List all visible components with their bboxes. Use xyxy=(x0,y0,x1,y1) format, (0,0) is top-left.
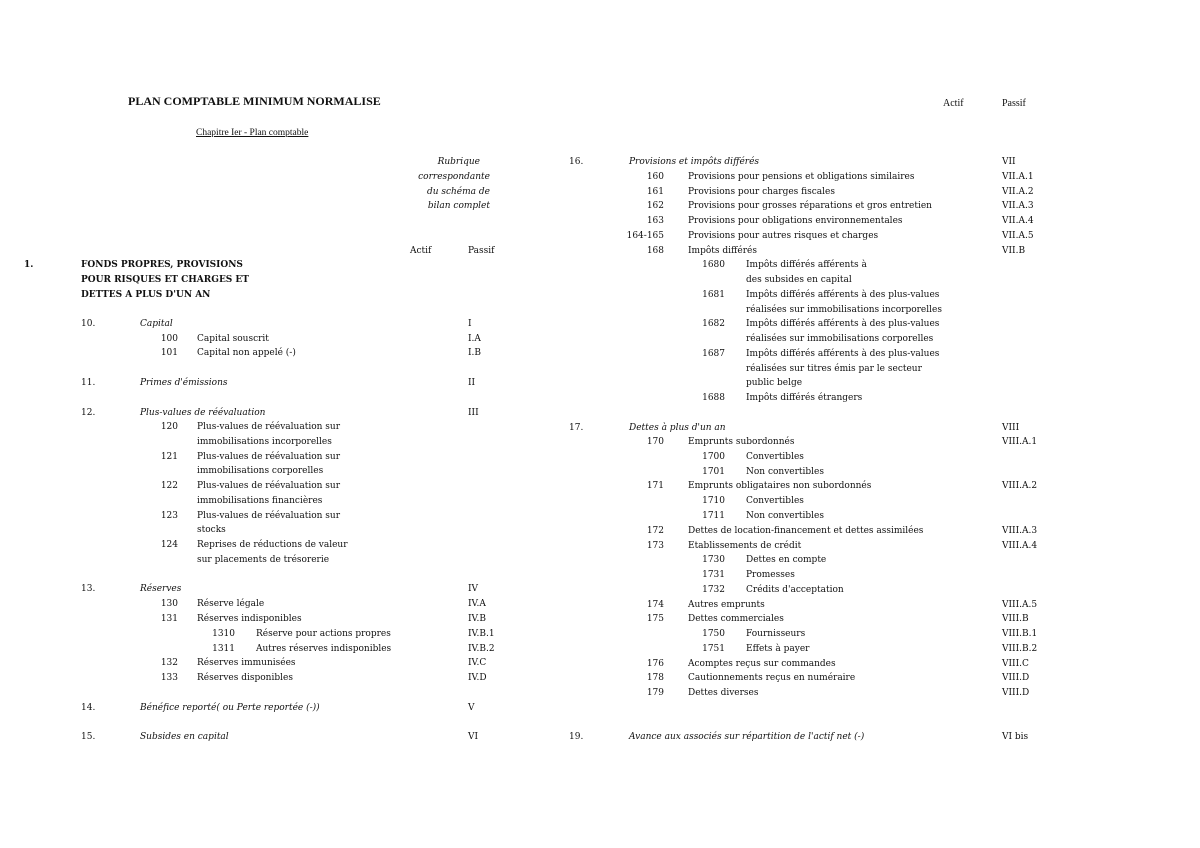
account-label: Provisions pour obligations environnementales xyxy=(688,216,903,226)
account-label: Impôts différés afférents à des plus-values xyxy=(746,349,940,359)
rubrique-code: VII.A.3 xyxy=(1002,201,1034,211)
account-label: Effets à payer xyxy=(746,644,810,654)
sub-account-number: 1750 xyxy=(702,629,725,639)
sub-account-number: 1751 xyxy=(702,644,725,654)
account-label: Dettes diverses xyxy=(688,688,759,698)
rubrique-code: VIII.A.5 xyxy=(1002,600,1038,610)
account-class-number: 14. xyxy=(81,703,96,713)
rubrique-code: VIII.A.4 xyxy=(1002,541,1038,551)
rubrique-code: VIII.C xyxy=(1002,659,1029,669)
sub-account-number: 1710 xyxy=(702,496,725,506)
account-label: Impôts différés afférents à des plus-values xyxy=(746,319,940,329)
sub-account-number: 1682 xyxy=(702,319,725,329)
header-actif: Actif xyxy=(943,98,964,109)
account-class-number: 16. xyxy=(569,157,584,167)
account-label: réalisées sur titres émis par le secteur xyxy=(746,364,922,374)
rubrique-code: VIII.A.3 xyxy=(1002,526,1038,536)
rubrique-code: VII xyxy=(1002,157,1016,167)
account-label: Acomptes reçus sur commandes xyxy=(688,659,836,669)
account-label: des subsides en capital xyxy=(746,275,852,285)
rubrique-code: VI bis xyxy=(1002,732,1029,742)
rubrique-code: III xyxy=(468,408,479,418)
rubrique-code: IV.B.1 xyxy=(468,629,495,639)
account-label: Réserve légale xyxy=(197,599,265,609)
rubrique-code: VIII xyxy=(1002,423,1020,433)
account-label: Convertibles xyxy=(746,496,804,506)
rubrique-line: bilan complet xyxy=(427,201,490,211)
rubrique-code: IV.C xyxy=(468,658,487,668)
account-number: 120 xyxy=(160,422,178,432)
rubrique-code: VII.A.4 xyxy=(1002,216,1034,226)
sub-account-number: 1711 xyxy=(702,511,725,521)
rubrique-code: VII.B xyxy=(1002,246,1026,256)
sub-account-number: 1730 xyxy=(702,555,725,565)
account-label: Cautionnements reçus en numéraire xyxy=(688,673,856,683)
account-label: sur placements de trésorerie xyxy=(197,555,330,565)
rubrique-code: V xyxy=(468,703,475,713)
account-label: Réserves indisponibles xyxy=(197,614,302,624)
account-label: Réserves immunisées xyxy=(197,658,296,668)
account-label: Avance aux associés sur répartition de l'actif net (-) xyxy=(629,732,865,742)
account-label: stocks xyxy=(197,525,226,535)
account-number: 168 xyxy=(646,246,664,256)
account-number: 170 xyxy=(646,437,664,447)
rubrique-code: IV.D xyxy=(468,673,487,683)
account-label: Emprunts subordonnés xyxy=(688,437,795,447)
column-passif: Passif xyxy=(468,246,495,256)
sub-account-number: 1311 xyxy=(212,644,235,654)
rubrique-code: I.A xyxy=(468,334,481,344)
sub-account-number: 1732 xyxy=(702,585,725,595)
rubrique-code: VII.A.1 xyxy=(1002,172,1034,182)
account-number: 174 xyxy=(646,600,664,610)
account-label: réalisées sur immobilisations incorporelles xyxy=(746,305,942,315)
header-passif: Passif xyxy=(1002,98,1026,109)
account-label: Réserves disponibles xyxy=(197,673,293,683)
account-label: Provisions pour grosses réparations et gros entretien xyxy=(688,201,932,211)
rubrique-code: VIII.B.1 xyxy=(1002,629,1038,639)
account-label: Plus-values de réévaluation sur xyxy=(197,481,341,491)
account-label: Autres emprunts xyxy=(688,600,765,610)
account-label: Provisions pour charges fiscales xyxy=(688,187,835,197)
account-number: 171 xyxy=(646,481,664,491)
sub-account-number: 1700 xyxy=(702,452,725,462)
account-number: 164-165 xyxy=(626,231,664,241)
account-number: 173 xyxy=(646,541,664,551)
account-label: Capital xyxy=(140,319,173,329)
account-number: 162 xyxy=(646,201,664,211)
account-label: Reprises de réductions de valeur xyxy=(197,540,348,550)
account-label: immobilisations corporelles xyxy=(197,466,324,476)
rubrique-code: VI xyxy=(468,732,479,742)
section-title-line: DETTES A PLUS D'UN AN xyxy=(81,290,211,300)
chapter-subtitle: Chapitre Ier - Plan comptable xyxy=(196,128,309,138)
account-label: immobilisations financières xyxy=(197,496,323,506)
account-label: Primes d'émissions xyxy=(140,378,228,388)
rubrique-code: VII.A.5 xyxy=(1002,231,1034,241)
account-number: 178 xyxy=(646,673,664,683)
account-label: Provisions pour autres risques et charges xyxy=(688,231,879,241)
rubrique-code: VIII.A.2 xyxy=(1002,481,1038,491)
account-label: public belge xyxy=(746,378,803,388)
account-label: Dettes en compte xyxy=(746,555,827,565)
account-number: 160 xyxy=(646,172,664,182)
section-number: 1. xyxy=(24,260,34,270)
rubrique-line: correspondante xyxy=(418,172,490,182)
account-label: Etablissements de crédit xyxy=(688,541,802,551)
column-actif: Actif xyxy=(410,246,432,256)
account-label: Réserves xyxy=(140,584,182,594)
account-number: 131 xyxy=(160,614,178,624)
rubrique-code: IV.B.2 xyxy=(468,644,495,654)
account-label: Promesses xyxy=(746,570,795,580)
account-class-number: 15. xyxy=(81,732,96,742)
account-label: Impôts différés étrangers xyxy=(746,393,863,403)
rubrique-line: du schéma de xyxy=(426,187,490,197)
account-label: Non convertibles xyxy=(746,511,824,521)
account-label: Réserve pour actions propres xyxy=(256,629,391,639)
account-label: Plus-values de réévaluation xyxy=(140,408,266,418)
account-label: réalisées sur immobilisations corporelles xyxy=(746,334,934,344)
account-label: Provisions pour pensions et obligations similaires xyxy=(688,172,915,182)
sub-account-number: 1681 xyxy=(702,290,725,300)
account-label: Autres réserves indisponibles xyxy=(256,644,392,654)
account-label: Plus-values de réévaluation sur xyxy=(197,452,341,462)
rubrique-code: VIII.B xyxy=(1002,614,1029,624)
rubrique-code: VII.A.2 xyxy=(1002,187,1034,197)
rubrique-line: Rubrique xyxy=(437,157,480,167)
sub-account-number: 1687 xyxy=(702,349,725,359)
account-label: Subsides en capital xyxy=(140,732,229,742)
account-number: 121 xyxy=(160,452,178,462)
sub-account-number: 1731 xyxy=(702,570,725,580)
account-label: immobilisations incorporelles xyxy=(197,437,332,447)
account-number: 175 xyxy=(646,614,664,624)
rubrique-code: IV xyxy=(468,584,479,594)
rubrique-code: VIII.D xyxy=(1002,673,1030,683)
account-label: Bénéfice reporté( ou Perte reportée (-)) xyxy=(140,703,320,713)
account-class-number: 10. xyxy=(81,319,96,329)
section-title-line: POUR RISQUES ET CHARGES ET xyxy=(81,275,249,285)
account-label: Plus-values de réévaluation sur xyxy=(197,511,341,521)
sub-account-number: 1310 xyxy=(212,629,235,639)
account-number: 163 xyxy=(646,216,664,226)
rubrique-code: I.B xyxy=(468,348,482,358)
account-number: 161 xyxy=(646,187,664,197)
account-label: Plus-values de réévaluation sur xyxy=(197,422,341,432)
account-label: Non convertibles xyxy=(746,467,824,477)
account-label: Emprunts obligataires non subordonnés xyxy=(688,481,872,491)
account-class-number: 11. xyxy=(81,378,96,388)
account-number: 101 xyxy=(160,348,178,358)
account-label: Capital non appelé (-) xyxy=(197,348,296,358)
account-label: Capital souscrit xyxy=(197,334,269,344)
account-label: Impôts différés afférents à des plus-values xyxy=(746,290,940,300)
sub-account-number: 1680 xyxy=(702,260,725,270)
account-label: Provisions et impôts différés xyxy=(629,157,760,167)
rubrique-code: I xyxy=(468,319,472,329)
account-class-number: 13. xyxy=(81,584,96,594)
rubrique-code: VIII.D xyxy=(1002,688,1030,698)
account-class-number: 17. xyxy=(569,423,584,433)
account-label: Impôts différés xyxy=(688,246,757,256)
account-number: 123 xyxy=(160,511,178,521)
account-number: 122 xyxy=(160,481,178,491)
section-title-line: FONDS PROPRES, PROVISIONS xyxy=(81,260,243,270)
rubrique-code: IV.A xyxy=(468,599,486,609)
account-label: Crédits d'acceptation xyxy=(746,585,844,595)
account-label: Convertibles xyxy=(746,452,804,462)
rubrique-code: IV.B xyxy=(468,614,486,624)
sub-account-number: 1688 xyxy=(702,393,725,403)
account-label: Fournisseurs xyxy=(746,629,806,639)
account-number: 100 xyxy=(160,334,178,344)
account-class-number: 19. xyxy=(569,732,584,742)
sub-account-number: 1701 xyxy=(702,467,725,477)
account-label: Dettes de location-financement et dettes assimilées xyxy=(688,526,924,536)
account-class-number: 12. xyxy=(81,408,96,418)
account-number: 130 xyxy=(160,599,178,609)
rubrique-code: II xyxy=(468,378,476,388)
account-label: Impôts différés afférents à xyxy=(746,260,867,270)
rubrique-code: VIII.B.2 xyxy=(1002,644,1038,654)
account-number: 133 xyxy=(160,673,178,683)
account-label: Dettes commerciales xyxy=(688,614,784,624)
account-number: 176 xyxy=(646,659,664,669)
account-number: 172 xyxy=(646,526,664,536)
account-number: 132 xyxy=(160,658,178,668)
account-label: Dettes à plus d'un an xyxy=(629,423,726,433)
account-number: 124 xyxy=(160,540,178,550)
rubrique-code: VIII.A.1 xyxy=(1002,437,1038,447)
page-title: PLAN COMPTABLE MINIMUM NORMALISE xyxy=(128,94,381,108)
account-number: 179 xyxy=(646,688,664,698)
